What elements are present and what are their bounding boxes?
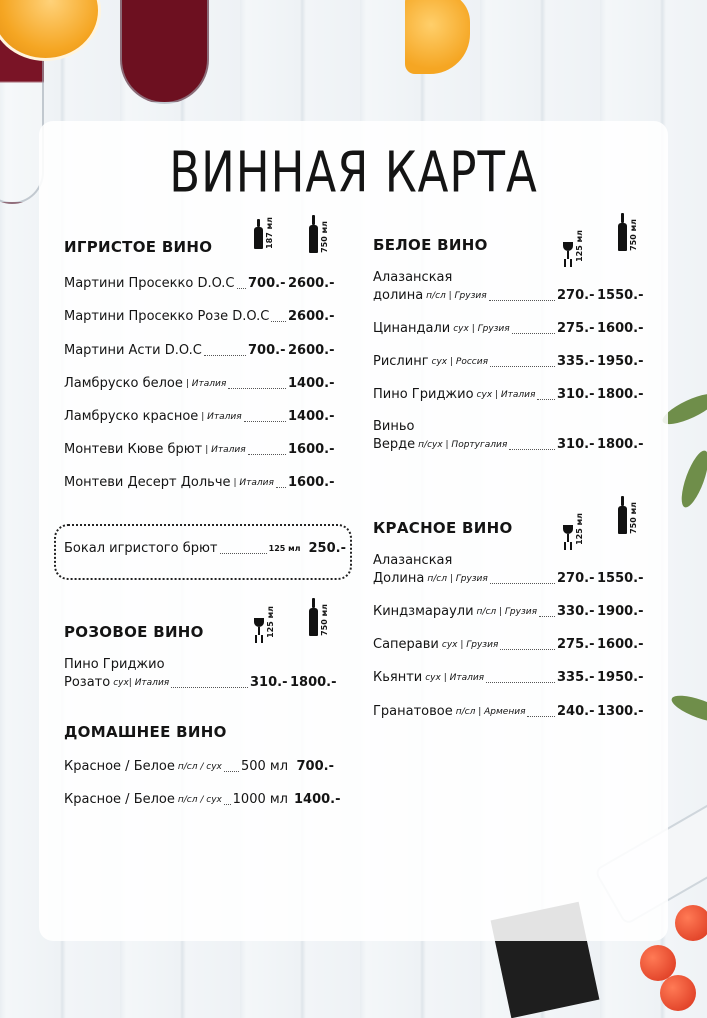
item-price-bottle: 1600.- <box>288 475 335 490</box>
item-price-glass: 700.- <box>248 343 286 358</box>
item-price-bottle: 1600.- <box>288 442 335 457</box>
list-item <box>64 475 334 491</box>
dot-leader <box>490 366 555 367</box>
section-title-rose: РОЗОВОЕ ВИНО <box>64 623 204 641</box>
item-price-bottle: 2600.- <box>288 343 335 358</box>
list-item <box>64 309 334 325</box>
volume-125-header <box>254 606 284 638</box>
page-title: ВИННАЯ КАРТА <box>169 140 538 205</box>
item-origin: сух | Россия <box>431 357 488 367</box>
volume-label: 750 мл <box>320 604 329 636</box>
item-price-bottle: 1800.- <box>597 437 644 452</box>
dot-leader <box>271 321 286 322</box>
item-price-bottle: 1800.- <box>597 387 644 402</box>
tomato-decoration <box>660 975 696 1011</box>
orange-slice-decoration <box>405 0 470 74</box>
item-price-bottle: 2600.- <box>288 276 335 291</box>
list-item <box>373 437 643 453</box>
list-item <box>373 604 643 620</box>
dot-leader <box>512 333 555 334</box>
list-item <box>64 442 334 458</box>
item-price-bottle: 2600.- <box>288 309 335 324</box>
item-name: Розато <box>64 675 111 690</box>
orange-slice-decoration <box>0 0 101 61</box>
volume-750-header <box>618 496 647 534</box>
item-origin: сух | Италия <box>425 673 485 683</box>
glass-offer-row <box>64 541 346 557</box>
item-origin: | Италия <box>201 412 242 422</box>
item-price-glass: 330.- <box>557 604 595 619</box>
tomato-decoration <box>640 945 676 981</box>
list-item <box>373 704 643 720</box>
item-name: Монтеви Десерт Дольче <box>64 475 231 490</box>
list-item <box>64 376 334 392</box>
item-price-glass: 270.- <box>557 571 595 586</box>
item-price-bottle: 1400.- <box>288 409 335 424</box>
wine-glass-icon <box>563 525 573 543</box>
item-origin: п/сл | Грузия <box>427 574 488 584</box>
item-name: Мартини Просекко D.O.C <box>64 276 235 291</box>
dot-leader <box>228 388 286 389</box>
item-origin: п/сл / сух <box>177 762 222 772</box>
item-name-line1: Виньо <box>373 419 415 434</box>
section-title-house: ДОМАШНЕЕ ВИНО <box>64 723 227 741</box>
dot-leader <box>204 355 246 356</box>
item-price: 700.- <box>296 759 334 774</box>
dot-leader <box>489 300 555 301</box>
item-origin: п/сл | Грузия <box>426 291 487 301</box>
item-name: Цинандали <box>373 321 451 336</box>
volume-label: 750 мл <box>629 502 638 534</box>
item-price-bottle: 1950.- <box>597 354 644 369</box>
item-volume: 125 мл <box>268 544 301 553</box>
item-name-line1: Алазанская <box>373 270 453 285</box>
item-origin: сух | Грузия <box>441 640 499 650</box>
item-name: Красное / Белое <box>64 792 175 807</box>
item-name: Гранатовое <box>373 704 453 719</box>
list-item <box>373 354 643 370</box>
volume-750-header <box>309 598 338 636</box>
item-price-glass: 310.- <box>557 387 595 402</box>
item-name: Верде <box>373 437 416 452</box>
item-name: Кьянти <box>373 670 423 685</box>
item-name: Бокал игристого брют <box>64 541 218 556</box>
section-title-red: КРАСНОЕ ВИНО <box>373 519 513 537</box>
olive-leaf-decoration <box>676 448 707 511</box>
item-volume: 1000 мл <box>232 792 288 807</box>
item-name: Рислинг <box>373 354 429 369</box>
item-name: Ламбруско красное <box>64 409 199 424</box>
dot-leader <box>500 649 555 650</box>
item-volume: 500 мл <box>240 759 288 774</box>
item-name: Ламбруско белое <box>64 376 183 391</box>
list-item <box>373 288 643 304</box>
item-name: Красное / Белое <box>64 759 175 774</box>
dot-leader <box>527 716 555 717</box>
item-price-bottle: 1550.- <box>597 571 644 586</box>
list-item <box>64 675 336 691</box>
item-price-glass: 335.- <box>557 354 595 369</box>
wine-glass-decoration <box>120 0 209 104</box>
item-origin: | Италия <box>233 478 274 488</box>
item-price-glass: 275.- <box>557 637 595 652</box>
list-item <box>373 321 643 337</box>
item-origin: | Италия <box>205 445 246 455</box>
item-name: Саперави <box>373 637 439 652</box>
item-price: 1400.- <box>294 792 341 807</box>
volume-label: 187 мл <box>265 217 274 249</box>
item-price-bottle: 1900.- <box>597 604 644 619</box>
wine-glass-icon <box>563 242 573 260</box>
volume-label: 750 мл <box>629 219 638 251</box>
dot-leader <box>237 288 246 289</box>
item-price-bottle: 1800.- <box>290 675 337 690</box>
item-name: Киндзмараули <box>373 604 474 619</box>
item-price-bottle: 1600.- <box>597 637 644 652</box>
item-origin: п/сл | Грузия <box>476 607 538 617</box>
item-price-glass: 700.- <box>248 276 286 291</box>
volume-750-header <box>618 213 647 251</box>
item-origin: сух | Грузия <box>453 324 510 334</box>
item-name: Монтеви Кюве брют <box>64 442 203 457</box>
dot-leader <box>490 583 555 584</box>
item-origin: п/сух | Португалия <box>418 440 508 450</box>
item-name-line1: Алазанская <box>373 553 453 568</box>
list-item <box>64 792 341 808</box>
dot-leader <box>539 616 555 617</box>
item-price-glass: 310.- <box>250 675 288 690</box>
item-price-bottle: 1550.- <box>597 288 644 303</box>
dot-leader <box>220 553 267 554</box>
item-price-glass: 310.- <box>557 437 595 452</box>
list-item <box>373 670 643 686</box>
dot-leader <box>224 804 231 805</box>
item-name-line1: Пино Гриджио <box>64 657 165 672</box>
dot-leader <box>537 399 555 400</box>
list-item <box>64 409 334 425</box>
volume-label: 125 мл <box>575 230 584 262</box>
list-item <box>373 637 643 653</box>
olive-leaf-decoration <box>669 690 707 727</box>
bottle-icon <box>618 213 627 251</box>
list-item <box>64 276 334 292</box>
volume-187-header <box>254 217 283 249</box>
list-item <box>373 387 643 403</box>
dot-leader <box>509 449 555 450</box>
dot-leader <box>486 682 555 683</box>
list-item <box>373 571 643 587</box>
dot-leader <box>224 771 239 772</box>
bottle-icon <box>309 598 318 636</box>
dot-leader <box>244 421 286 422</box>
item-origin: п/сл | Армения <box>455 707 526 717</box>
dot-leader <box>171 687 248 688</box>
item-name: Мартини Просекко Розе D.O.C <box>64 309 270 324</box>
volume-label: 125 мл <box>575 513 584 545</box>
item-price-glass: 270.- <box>557 288 595 303</box>
wine-glass-decoration <box>0 0 44 204</box>
item-name: Пино Гриджио <box>373 387 474 402</box>
item-price-glass: 335.- <box>557 670 595 685</box>
item-price-bottle: 1300.- <box>597 704 644 719</box>
item-origin: сух| Италия <box>113 678 170 688</box>
item-origin: | Италия <box>185 379 227 389</box>
section-title-white: БЕЛОЕ ВИНО <box>373 236 488 254</box>
item-origin: сух | Италия <box>476 390 536 400</box>
list-item <box>64 343 334 359</box>
item-origin: п/сл / сух <box>177 795 222 805</box>
volume-125-header <box>563 513 593 545</box>
item-name: Мартини Асти D.O.C <box>64 343 202 358</box>
dot-leader <box>248 454 286 455</box>
item-price-glass: 275.- <box>557 321 595 336</box>
item-name: Долина <box>373 571 425 586</box>
item-name: долина <box>373 288 424 303</box>
item-price: 250.- <box>308 541 346 556</box>
wine-glass-icon <box>254 618 264 636</box>
bottle-icon <box>309 215 318 253</box>
volume-125-header <box>563 230 593 262</box>
item-price-bottle: 1950.- <box>597 670 644 685</box>
volume-label: 125 мл <box>266 606 275 638</box>
bottle-icon <box>618 496 627 534</box>
small-bottle-icon <box>254 219 263 249</box>
item-price-glass: 240.- <box>557 704 595 719</box>
tomato-decoration <box>675 905 707 941</box>
item-price-bottle: 1600.- <box>597 321 644 336</box>
volume-750-header <box>309 215 338 253</box>
volume-label: 750 мл <box>320 221 329 253</box>
section-title-sparkling: ИГРИСТОЕ ВИНО <box>64 238 213 256</box>
list-item <box>64 759 334 775</box>
item-price-bottle: 1400.- <box>288 376 335 391</box>
dot-leader <box>276 487 286 488</box>
